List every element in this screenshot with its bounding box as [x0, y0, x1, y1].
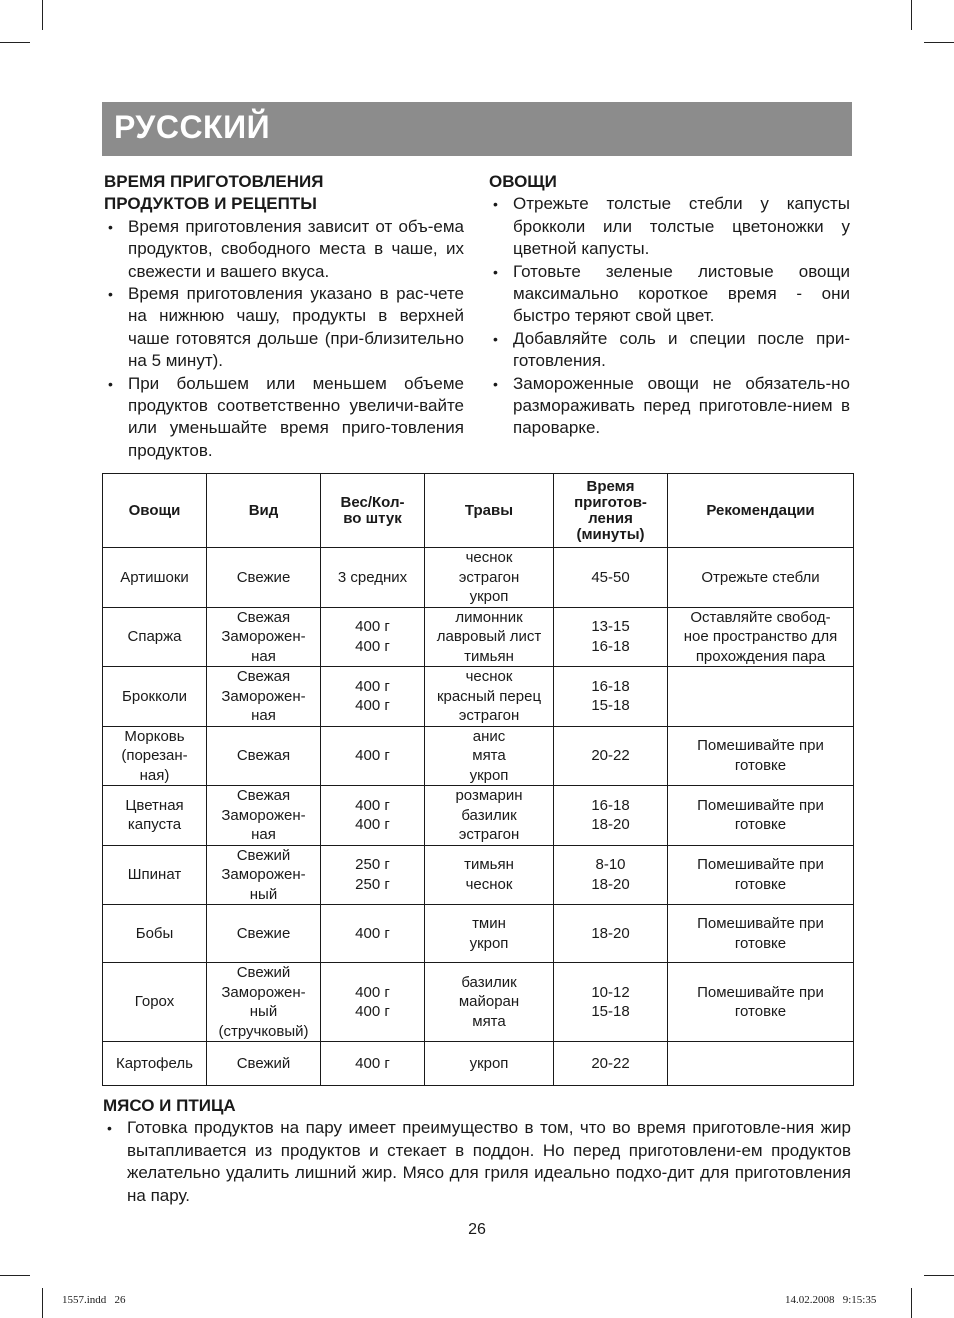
table-cell: 3 средних: [321, 548, 425, 608]
table-cell: Свежий Заморожен- ный (стручковый): [207, 963, 321, 1042]
page-title: РУССКИЙ: [114, 109, 271, 145]
vegetables-heading: ОВОЩИ: [489, 172, 557, 191]
table-cell: 250 г 250 г: [321, 845, 425, 905]
table-cell: 400 г 400 г: [321, 607, 425, 667]
crop-mark: [911, 0, 912, 30]
crop-mark: [0, 42, 30, 43]
table-cell: чеснок эстрагон укроп: [425, 548, 554, 608]
table-row: [103, 548, 854, 608]
cooking-time-list: [104, 216, 464, 462]
table-cell: Помешивайте при готовке: [668, 963, 854, 1042]
column-header: Травы: [425, 474, 554, 548]
table-cell: 400 г: [321, 1042, 425, 1086]
crop-mark: [42, 1288, 43, 1318]
table-cell: Свежая: [207, 726, 321, 786]
table-cell: Бобы: [103, 905, 207, 963]
table-cell: Отрежьте стебли: [668, 548, 854, 608]
table-cell: чеснок красный перец эстрагон: [425, 667, 554, 727]
table-cell: 10-12 15-18: [554, 963, 668, 1042]
table-cell: Оставляйте свобод- ное пространство для прохождения пара: [668, 607, 854, 667]
table-cell: Помешивайте при готовке: [668, 905, 854, 963]
table-cell: 20-22: [554, 726, 668, 786]
table-cell: Свежие: [207, 548, 321, 608]
list-item: • Готовка продуктов на пару имеет преимущество в том, что во время приготовле-ния жир вытапливается из продуктов и стекает в поддон. Но перед приготовлени-ем продуктов желательно удалить лишний жир. Мясо для гриля идеально подхо-дит для приготовления на пару.: [103, 1117, 851, 1207]
crop-mark: [42, 0, 43, 30]
crop-mark: [0, 1275, 30, 1276]
table-cell: лимонник лавровый лист тимьян: [425, 607, 554, 667]
table-cell: 16-18 18-20: [554, 786, 668, 846]
table-cell: Свежая Заморожен- ная: [207, 786, 321, 846]
table-cell: Свежий: [207, 1042, 321, 1086]
vegetables-list: [489, 193, 850, 439]
table-cell: Свежий Заморожен- ный: [207, 845, 321, 905]
table-cell: 400 г 400 г: [321, 963, 425, 1042]
column-header: Овощи: [103, 474, 207, 548]
list-item: • Время приготовления указано в рас-чете на нижнюю чашу, продукты в верхней чаше готовятся дольше (при-близительно на 5 минут).: [104, 283, 464, 373]
crop-mark: [911, 1288, 912, 1318]
table-cell: Помешивайте при готовке: [668, 726, 854, 786]
table-row: [103, 726, 854, 786]
meat-heading: МЯСО И ПТИЦА: [103, 1096, 236, 1115]
table-cell: Помешивайте при готовке: [668, 786, 854, 846]
list-item: • Замороженные овощи не обязатель-но размораживать перед приготовле-нием в пароварке.: [489, 373, 850, 440]
table-cell: 400 г 400 г: [321, 786, 425, 846]
column-header: Вес/Кол- во штук: [321, 474, 425, 548]
table-cell: 400 г: [321, 905, 425, 963]
table-cell: 18-20: [554, 905, 668, 963]
cooking-time-heading: ВРЕМЯ ПРИГОТОВЛЕНИЯ ПРОДУКТОВ И РЕЦЕПТЫ: [104, 172, 324, 214]
table-cell: Шпинат: [103, 845, 207, 905]
list-item: • Время приготовления зависит от объ-ема продуктов, свободного места в чаше, их свежести и вашего вкуса.: [104, 216, 464, 283]
table-row: [103, 667, 854, 727]
table-cell: тмин укроп: [425, 905, 554, 963]
table-cell: Горох: [103, 963, 207, 1042]
vegetables-cooking-table: [102, 473, 854, 1086]
table-cell: Цветная капуста: [103, 786, 207, 846]
table-cell: базилик майоран мята: [425, 963, 554, 1042]
crop-mark: [924, 42, 954, 43]
table-cell: 16-18 15-18: [554, 667, 668, 727]
table-cell: 45-50: [554, 548, 668, 608]
table-row: [103, 1042, 854, 1086]
list-item: • Добавляйте соль и специи после при-готовления.: [489, 328, 850, 373]
table-cell: Свежая Заморожен- ная: [207, 607, 321, 667]
table-cell: Спаржа: [103, 607, 207, 667]
table-cell: 400 г: [321, 726, 425, 786]
column-header: Вид: [207, 474, 321, 548]
table-cell: тимьян чеснок: [425, 845, 554, 905]
table-cell: Морковь (порезан- ная): [103, 726, 207, 786]
table-cell: [668, 667, 854, 727]
page-number: 26: [468, 1221, 486, 1238]
table-cell: Артишоки: [103, 548, 207, 608]
table-row: [103, 786, 854, 846]
language-header-bar: [102, 102, 852, 156]
table-cell: Свежая Заморожен- ная: [207, 667, 321, 727]
table-cell: анис мята укроп: [425, 726, 554, 786]
table-cell: розмарин базилик эстрагон: [425, 786, 554, 846]
table-cell: Свежие: [207, 905, 321, 963]
table-header-row: [103, 474, 854, 548]
table-cell: Брокколи: [103, 667, 207, 727]
table-cell: Картофель: [103, 1042, 207, 1086]
table-cell: 13-15 16-18: [554, 607, 668, 667]
vegetables-section: [489, 171, 850, 440]
print-timestamp: 14.02.2008 9:15:35: [785, 1294, 877, 1306]
meat-list: [103, 1117, 851, 1207]
column-header: Рекомендации: [668, 474, 854, 548]
table-row: [103, 607, 854, 667]
table-row: [103, 963, 854, 1042]
table-cell: 400 г 400 г: [321, 667, 425, 727]
column-header: Время приготов- ления (минуты): [554, 474, 668, 548]
list-item: • При большем или меньшем объеме продуктов соответственно увеличи-вайте или уменьшайте время приго-товления продуктов.: [104, 373, 464, 463]
table-row: [103, 905, 854, 963]
meat-section: [103, 1095, 851, 1207]
table-cell: укроп: [425, 1042, 554, 1086]
table-cell: 8-10 18-20: [554, 845, 668, 905]
table-row: [103, 845, 854, 905]
file-label: 1557.indd 26: [62, 1294, 126, 1306]
crop-mark: [924, 1275, 954, 1276]
list-item: • Отрежьте толстые стебли у капусты брокколи или толстые цветоножки у цветной капусты.: [489, 193, 850, 260]
table-cell: Помешивайте при готовке: [668, 845, 854, 905]
list-item: • Готовьте зеленые листовые овощи максимально короткое время - они быстро теряют свой цвет.: [489, 261, 850, 328]
table-cell: [668, 1042, 854, 1086]
cooking-time-section: [104, 171, 464, 462]
table-cell: 20-22: [554, 1042, 668, 1086]
